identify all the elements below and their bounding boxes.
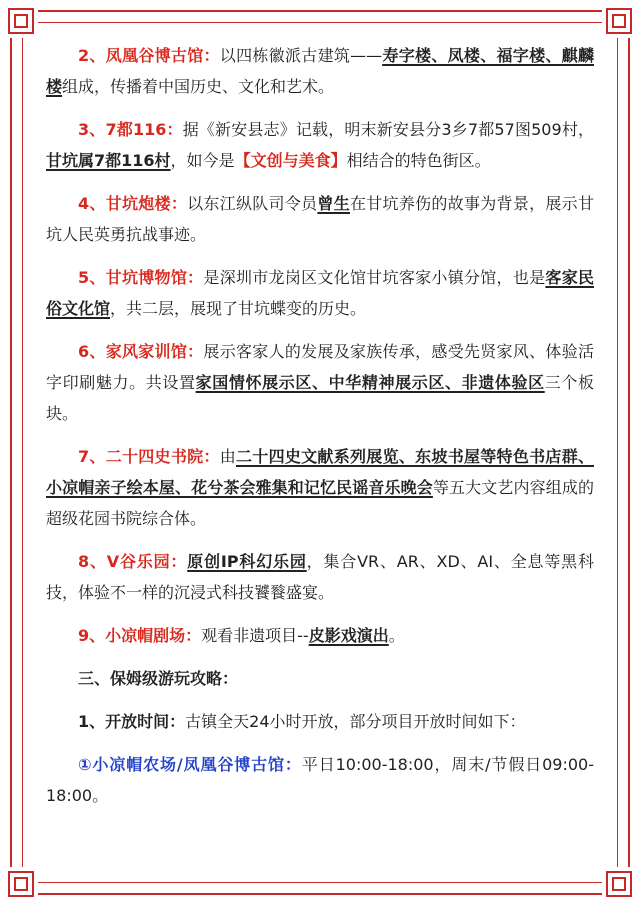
frame-corner-ornament (602, 867, 636, 901)
item-red-highlight: 【文创与美食】 (234, 151, 347, 170)
frame-corner-ornament (4, 867, 38, 901)
item-text: 据《新安县志》记载，明末新安县分3乡7都57图509村， (182, 120, 594, 139)
item-text: 以东江纵队司令员 (187, 194, 318, 213)
item-highlight: 二十四史文献系列展览、东坡书屋等特色书店群、小凉帽亲子绘本屋、花兮茶会雅集和记忆民谣音乐晚会 (46, 447, 594, 497)
schedule-paragraph (46, 749, 594, 811)
item-text: 以四栋徽派古建筑—— (219, 46, 383, 65)
item-text: 三个板块。 (46, 373, 594, 423)
frame-corner-ornament (602, 4, 636, 38)
item-paragraph (46, 114, 594, 176)
item-paragraph (46, 262, 594, 324)
item-highlight: 皮影戏演出 (308, 626, 389, 645)
item-paragraph (46, 441, 594, 534)
item-highlight: 客家民俗文化馆 (46, 268, 594, 318)
item-label: 2、凤凰谷博古馆： (78, 46, 220, 65)
item-paragraph (46, 620, 594, 651)
item-text: 是深圳市龙岗区文化馆甘坑客家小镇分馆，也是 (203, 268, 546, 287)
item-label: 7、二十四史书院： (78, 447, 220, 466)
open-time-label: 1、开放时间： (78, 712, 186, 731)
schedule-text: 平日10:00-18:00，周末/节假日09:00-18:00。 (46, 755, 594, 805)
item-text: 在甘坑养伤的故事为背景，展示甘坑人民英勇抗战事迹。 (46, 194, 594, 244)
item-label: 4、甘坑炮楼： (78, 194, 188, 213)
item-label: 6、家风家训馆： (78, 342, 204, 361)
open-time-paragraph (46, 706, 594, 737)
item-text: 等五大文艺内容组成的超级花园书院综合体。 (46, 478, 594, 528)
open-time-text: 古镇全天24小时开放，部分项目开放时间如下： (185, 712, 526, 731)
item-label: 8、V谷乐园： (78, 552, 188, 571)
item-text: 观看非遗项目-- (201, 626, 309, 645)
item-text: 相结合的特色街区。 (346, 151, 491, 170)
item-label: 9、小凉帽剧场： (78, 626, 202, 645)
item-label: 3、7都116： (78, 120, 183, 139)
article-body (46, 40, 594, 823)
item-highlight: 甘坑属7都116村 (46, 151, 171, 170)
item-text: ，如今是 (170, 151, 235, 170)
item-text: 由 (219, 447, 236, 466)
item-highlight: 曾生 (317, 194, 350, 213)
item-paragraph (46, 188, 594, 250)
item-highlight: 家国情怀展示区、中华精神展示区、非遗体验区 (195, 373, 545, 392)
item-paragraph (46, 546, 594, 608)
item-text: 展示客家人的发展及家族传承，感受先贤家风、体验活字印刷魅力。共设置 (46, 342, 594, 392)
item-text: 组成，传播着中国历史、文化和艺术。 (62, 77, 335, 96)
item-text: ，集合VR、AR、XD、AI、全息等黑科技，体验不一样的沉浸式科技饕餮盛宴。 (46, 552, 594, 602)
schedule-label: ①小凉帽农场/凤凰谷博古馆： (78, 755, 302, 774)
frame-corner-ornament (4, 4, 38, 38)
item-text: 。 (388, 626, 405, 645)
item-highlight: 原创IP科幻乐园 (187, 552, 307, 571)
section-heading: 三、保姆级游玩攻略： (78, 669, 239, 688)
item-paragraph (46, 336, 594, 429)
item-label: 5、甘坑博物馆： (78, 268, 204, 287)
item-text: ，共二层，展现了甘坑蝶变的历史。 (110, 299, 367, 318)
item-highlight: 寿字楼、凤楼、福字楼、麒麟楼 (46, 46, 594, 96)
item-paragraph (46, 40, 594, 102)
